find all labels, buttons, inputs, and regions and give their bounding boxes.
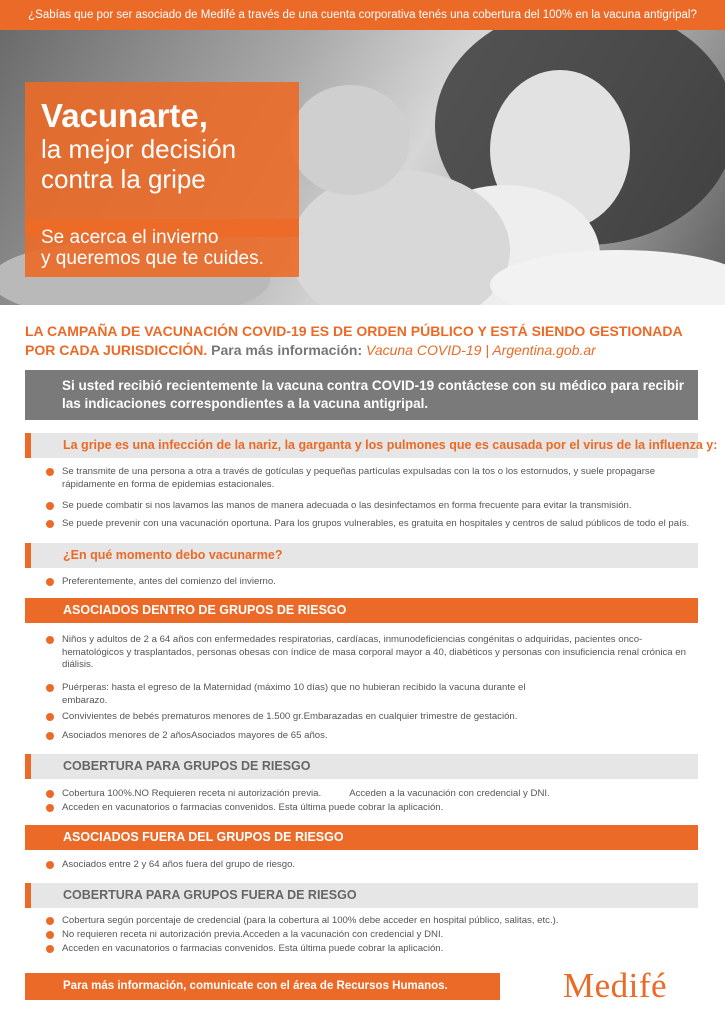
campaign-notice [25,322,705,360]
section-marker [25,433,31,458]
list-item [62,802,694,815]
list-item-text: Asociados mayores de 65 años. [191,730,328,741]
title-main: Vacunarte, [41,97,208,134]
tagline-box [25,219,299,277]
medife-logo: Medifé [563,966,668,1005]
bullet-icon [46,502,54,510]
campaign-more-info: Para más información: [207,342,366,358]
hero-photo [0,30,725,305]
list-item-text: Asociados entre 2 y 64 años fuera del grupo de riesgo. [62,859,296,870]
list-item [62,634,694,672]
bullet-icon [46,468,54,476]
list-item [62,518,694,531]
list-item-text: Cobertura 100%. [62,788,135,799]
section-non-risk-members-heading [25,825,698,850]
list-item [62,730,694,743]
title-line-2: la mejor decisión [41,134,237,164]
section-marker [25,883,31,908]
list-item-text: Preferentemente, antes del comienzo del invierno. [62,576,276,587]
title-line-3: contra la gripe [41,164,206,194]
bullet-icon [46,790,54,798]
tagline-line-2: y queremos que te cuides. [41,248,264,269]
list-item [62,466,694,491]
list-item [62,500,694,513]
list-item [62,859,694,872]
list-item [62,943,694,956]
section-risk-members-heading [25,598,698,623]
section-marker [25,543,31,568]
list-item-text: Se transmite de una persona a otra a través de gotículas y pequeñas partículas expulsadas con la tos o los estornudos, y suele propagarse rápidamente en forma de epidemias estacionales. [62,466,656,490]
list-item-text: Acceden en vacunatorios o farmacias convenidos. Esta última puede cobrar la aplicación. [62,802,444,813]
bullet-icon [46,931,54,939]
list-item [62,915,694,928]
list-item-text: No requieren receta ni autorización previa. [62,929,243,940]
section-marker [25,754,31,779]
list-item-text: Convivientes de bebés prematuros menores de 1.500 gr. [62,711,304,722]
list-item-text: Asociados menores de 2 años [62,730,192,741]
footer-cta [25,973,500,1000]
list-item [62,788,694,801]
list-item [62,711,694,724]
list-item-text: Se puede combatir si nos lavamos las manos de manera adecuada o las desinfectamos en forma frecuente para evitar la transmisión. [62,500,632,511]
title-box [25,82,299,237]
top-banner: ¿Sabías que por ser asociado de Medifé a través de una cuenta corporativa tenés una cobertura del 100% en la vacuna antigripal? [0,0,725,30]
campaign-link[interactable]: Vacuna COVID-19 | Argentina.gob.ar [366,342,596,358]
list-item [62,929,694,942]
list-item-text: Niños y adultos de 2 a 64 años con enfermedades respiratorias, cardíacas, inmunodeficiencias congénitas o adquiridas, pacientes onco-hematológicos y trasplantados, personas obesas con índice de masa corporal mayor a 40, diabéticos y personas con insuficiencia renal crónica en diálisis. [62,634,686,670]
list-item [62,682,532,707]
list-item-text: Puérperas: hasta el egreso de la Maternidad (máximo 10 días) que no hubieran recibido la vacuna durante el embarazo. [62,682,526,706]
covid-notice: Si usted recibió recientemente la vacuna contra COVID-19 contáctese con su médico para recibir las indicaciones correspondientes a la vacuna antigripal. [25,370,698,420]
list-item-text: Se puede prevenir con una vacunación oportuna. Para los grupos vulnerables, es gratuita en hospitales y centros de salud públicos de todo el país. [62,518,690,529]
section-risk-coverage-heading [25,754,698,779]
section-flu-heading [25,433,718,458]
bullet-icon [46,713,54,721]
bullet-icon [46,804,54,812]
list-item-text: Cobertura según porcentaje de credencial (para la cobertura al 100% debe acceder en hospital público, salitas, etc.). [62,915,559,926]
bullet-icon [46,945,54,953]
list-item [62,576,694,589]
campaign-text: LA CAMPAÑA DE VACUNACIÓN COVID-19 ES DE ORDEN PÚBLICO Y ESTÁ SIENDO GESTIONADA POR CADA JURISDICCIÓN. [25,323,683,358]
bullet-icon [46,636,54,644]
section-non-risk-coverage-title: COBERTURA PARA GRUPOS FUERA DE RIESGO [63,888,357,902]
bullet-icon [46,578,54,586]
list-item-text: Acceden a la vacunación con credencial y DNI. [242,929,444,940]
section-non-risk-members-title: ASOCIADOS FUERA DEL GRUPOS DE RIESGO [63,830,344,844]
list-item-text: Acceden a la vacunación con credencial y DNI. [349,788,550,799]
list-item-text: Acceden en vacunatorios o farmacias convenidos. Esta última puede cobrar la aplicación. [62,943,444,954]
section-non-risk-coverage-heading [25,883,698,908]
tagline-line-1: Se acerca el invierno [41,227,219,248]
section-flu-title: La gripe es una infección de la nariz, la garganta y los pulmones que es causada por el virus de la influenza y: [63,438,718,452]
list-item-text: Embarazadas en cualquier trimestre de gestación. [303,711,518,722]
footer-cta-text: Para más información, comunicate con el área de Recursos Humanos. [63,980,448,992]
list-item-text: NO Requieren receta ni autorización previa. [134,788,322,799]
bullet-icon [46,732,54,740]
section-risk-members-title: ASOCIADOS DENTRO DE GRUPOS DE RIESGO [63,603,347,617]
bullet-icon [46,684,54,692]
bullet-icon [46,861,54,869]
section-when-heading [25,543,698,568]
bullet-icon [46,917,54,925]
bullet-icon [46,520,54,528]
section-when-title: ¿En qué momento debo vacunarme? [63,548,283,562]
section-risk-coverage-title: COBERTURA PARA GRUPOS DE RIESGO [63,759,311,773]
